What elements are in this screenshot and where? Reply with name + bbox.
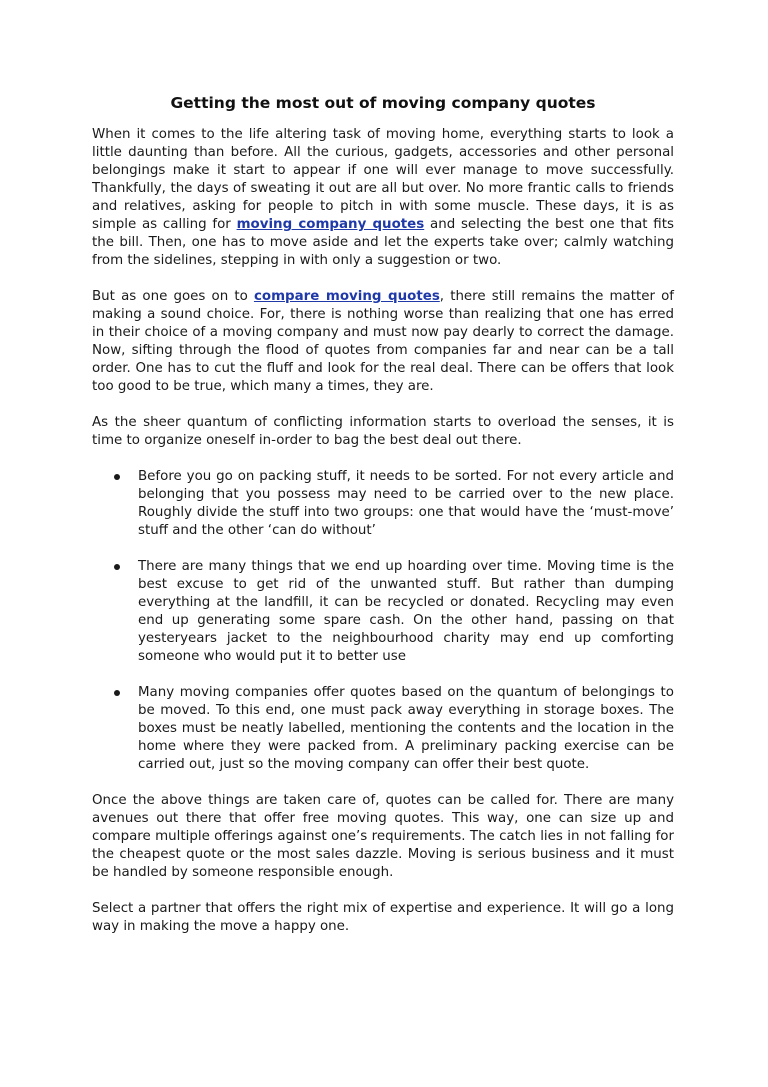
list-item — [92, 468, 674, 540]
list-item-text: There are many things that we end up hoarding over time. Moving time is the best excuse to get rid of the unwanted stuff. But rather than dumping everything at the landfill, it can be recycled or donated. Recycling may even end up generating some spare cash. On the other hand, passing on that yesteryears jacket to the neighbourhood charity may end up comforting someone who would put it to better use — [138, 559, 674, 664]
paragraph-intro — [92, 126, 674, 270]
list-item — [92, 558, 674, 666]
paragraph-quotes: Once the above things are taken care of, quotes can be called for. There are many avenues out there that offer free moving quotes. This way, one can size up and compare multiple offerings against one’s requirements. The catch lies in not falling for the cheapest quote or the most sales dazzle. Moving is serious business and it must be handled by someone responsible enough. — [92, 793, 674, 880]
compare-moving-quotes-link[interactable]: compare moving quotes — [253, 289, 440, 304]
list-item-text: Many moving companies offer quotes based on the quantum of belongings to be moved. To this end, one must pack away everything in storage boxes. The boxes must be neatly labelled, mentioning the contents and the location in the home where they were packed from. A preliminary packing exercise can be carried out, just so the moving company can offer their best quote. — [138, 685, 674, 772]
bullet-icon — [114, 474, 120, 480]
paragraph-intro-text-2: and selecting the best one that fits the bill. Then, one has to move aside and let the experts take over; calmly watching from the sidelines, stepping in with only a suggestion or two. — [92, 217, 674, 268]
list-item-text: Before you go on packing stuff, it needs to be sorted. For not every article and belonging that you possess may need to be carried over to the new place. Roughly divide the stuff into two groups: one that would have the ‘must-move’ stuff and the other ‘can do without’ — [138, 469, 674, 538]
paragraph-compare-text-1: But as one goes on to — [92, 289, 254, 304]
bullet-icon — [114, 690, 120, 696]
bullet-icon — [114, 564, 120, 570]
document-page — [92, 92, 674, 954]
paragraph-compare-text-2: , there still remains the matter of making a sound choice. For, there is nothing worse than realizing that one has erred in their choice of a moving company and must now pay dearly to correct the damage. Now, sifting through the flood of quotes from companies far and near can be a tall order. One has to cut the fluff and look for the real deal. There can be offers that look too good to be true, which many a times, they are. — [92, 289, 674, 394]
tips-list — [92, 468, 674, 774]
moving-company-quotes-link[interactable]: moving company quotes — [236, 217, 425, 232]
paragraph-compare — [92, 288, 674, 396]
document-title: Getting the most out of moving company quotes — [170, 94, 596, 112]
paragraph-conclusion: Select a partner that offers the right mix of expertise and experience. It will go a long way in making the move a happy one. — [92, 901, 674, 934]
paragraph-organize: As the sheer quantum of conflicting information starts to overload the senses, it is time to organize oneself in-order to bag the best deal out there. — [92, 415, 674, 448]
paragraph-intro-text-1: When it comes to the life altering task of moving home, everything starts to look a little daunting than before. All the curious, gadgets, accessories and other personal belongings make it start to appear if one will ever manage to move successfully. Thankfully, the days of sweating it out are all but over. No more frantic calls to friends and relatives, asking for people to pitch in with some muscle. These days, it is as simple as calling for — [92, 127, 674, 232]
list-item — [92, 684, 674, 774]
